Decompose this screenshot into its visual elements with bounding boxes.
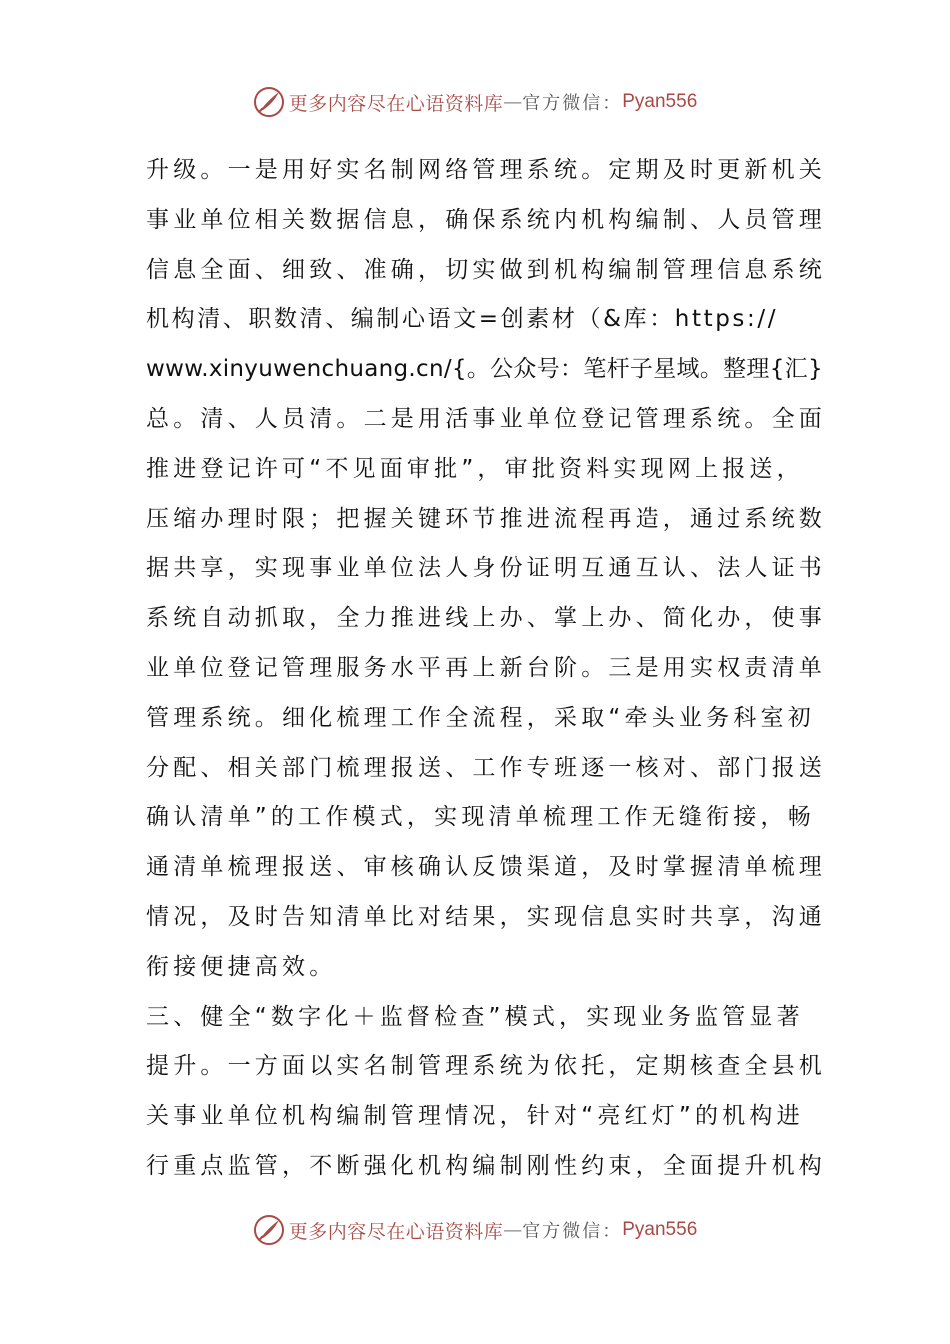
footer-banner (0, 1210, 950, 1250)
text-line: 业单位登记管理服务水平再上新台阶。三是用实权责清单 (146, 654, 826, 681)
header-title: 更多内容尽在心语资料库 (288, 92, 504, 115)
footer-subtitle: 官方微信： (522, 1221, 623, 1242)
header-banner (0, 82, 950, 122)
text-line: 关事业单位机构编制管理情况，针对“亮红灯”的机构进 (146, 1103, 804, 1130)
text-line: 总。清、人员清。二是用活事业单位登记管理系统。全面 (146, 405, 826, 432)
text-line: 衔接便捷高效。 (146, 953, 337, 980)
text-line: 管理系统。细化梳理工作全流程，采取“牵头业务科室初 (146, 704, 815, 731)
footer-wechat-id: Pyan556 (622, 1219, 698, 1240)
text-line: 信息全面、细致、准确，切实做到机构编制管理信息系统 (146, 256, 826, 283)
text-line: 确认清单”的工作模式，实现清单梳理工作无缝衔接，畅 (146, 804, 815, 831)
header-wechat-id: Pyan556 (622, 91, 698, 112)
text-line: 机构清、职数清、编制心语文=创素材（&库：https:// (146, 306, 779, 333)
footer-title: 更多内容尽在心语资料库 (288, 1220, 504, 1243)
text-line: 提升。一方面以实名制管理系统为依托，定期核查全县机 (146, 1053, 826, 1080)
document-body (146, 146, 826, 1192)
text-line: 通清单梳理报送、审核确认反馈渠道，及时掌握清单梳理 (146, 854, 826, 881)
text-line: 行重点监管，不断强化机构编制刚性约束，全面提升机构 (146, 1152, 826, 1179)
text-line: 据共享，实现事业单位法人身份证明互通互认、法人证书 (146, 555, 826, 582)
text-line: 情况，及时告知清单比对结果，实现信息实时共享，沟通 (146, 903, 826, 930)
text-line: www.xinyuwenchuang.cn/{。公众号：笔杆子星域。整理{汇} (146, 356, 823, 383)
quill-logo-icon (253, 86, 285, 118)
text-line: 推进登记许可“不见面审批”，审批资料实现网上报送， (146, 455, 804, 482)
quill-logo-icon (253, 1214, 285, 1246)
text-line: 系统自动抓取，全力推进线上办、掌上办、简化办，使事 (146, 605, 826, 632)
text-line: 三、健全“数字化＋监督检查”模式，实现业务监管显著 (146, 1003, 804, 1030)
text-line: 分配、相关部门梳理报送、工作专班逐一核对、部门报送 (146, 754, 826, 781)
text-line: 事业单位相关数据信息，确保系统内机构编制、人员管理 (146, 206, 826, 233)
text-line: 升级。一是用好实名制网络管理系统。定期及时更新机关 (146, 157, 826, 183)
header-separator: — (503, 91, 523, 113)
text-line: 压缩办理时限；把握关键环节推进流程再造，通过系统数 (146, 505, 826, 532)
footer-separator: — (503, 1219, 523, 1241)
header-subtitle: 官方微信： (522, 93, 623, 114)
